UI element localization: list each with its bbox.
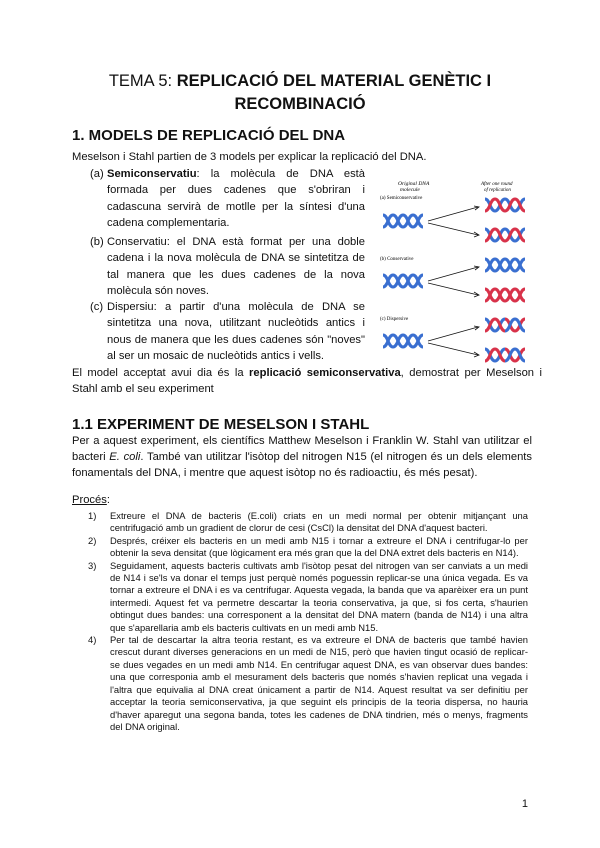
arrow-c-top — [428, 327, 478, 341]
figure-col2-label: After one round — [481, 182, 513, 187]
model-semiconservative — [90, 166, 365, 231]
figure-col1b-label: molecule — [400, 187, 420, 193]
process-steps-list — [88, 510, 528, 733]
daughter-dna-helix-b1 — [485, 259, 525, 271]
arrow-a-bottom — [428, 223, 478, 235]
daughter-dna-helix-a1 — [485, 199, 525, 211]
daughter-dna-helix-c2 — [485, 349, 525, 361]
figure-col2b-label: of replication — [484, 188, 511, 193]
original-dna-helix-b — [383, 275, 423, 287]
original-dna-helix-a — [383, 215, 423, 227]
accepted-model-term: replicació semiconservativa — [249, 367, 401, 379]
list-item: 4) Per tal de descartar la altra teoria restant, es va extreure el DNA de bacteris que també havien crescut durant diverses generacions en un medi de N15, però que havien tingut ocasió de replicar-se dues vegades en un medi amb N14. En centrifugar aquest DNA, es van observar dues bandes: una que corresponia amb el mesurament dels bacteris que només s'havien replicat una vegada i l'altra que equivalia al DNA creat únicament a partir de N14. Aquest resultat va ser definitiu per acceptar la teoria semiconservativa, ja que seguint els principis de la teoria dispersa, no hauria d'haver aparegut una segona banda, totes les cadenes de DNA tindrien, més o menys, fragments del DNA original. — [88, 634, 528, 732]
daughter-dna-helix-a2 — [485, 229, 525, 241]
model-label: (a) — [90, 168, 104, 180]
models-intro: Meselson i Stahl partien de 3 models per explicar la replicació del DNA. — [72, 151, 427, 163]
model-conservative — [90, 234, 365, 299]
arrow-b-top — [428, 267, 478, 281]
list-item: 1) Extreure el DNA de bacteris (E.coli) criats en un medi normal per obtenir mitjançant una centrifugació amb un gradient de clorur de cesi (CsCl) la densitat del DNA d'aquest bacteri. — [88, 510, 528, 534]
list-item: 3) Seguidament, aquests bacteris cultivats amb l'isòtop pesat del nitrogen van ser canviats a un medi de N14 i se'ls va donar el temps just perquè només poguessin replicar-se una única vegada. Es va tornar a extreure el DNA i es va centrifugar. Aquesta vegada, la banda que va aparèixer era un punt intermedi. Aquest fet va permetre descartar la teoria conservativa, ja que, si fos certa, s'haurien obtingut dues bandes: una corresponent a la densitat del DNA matern (banda de N14) i una altra que s'aparellaria amb els bacteris cultivats en un medi amb N15. — [88, 559, 528, 633]
figure-row-c-label: (c) Dispersive — [380, 317, 409, 322]
list-item: 2) Després, créixer els bacteris en un medi amb N15 i tornar a extreure el DNA i centrifugar-lo per obtenir la seva densitat (que lògicament era més gran que la del DNA extret dels bacteris en N14). — [88, 534, 528, 559]
document-title — [60, 70, 540, 116]
model-text: Conservatiu: el DNA està format per una doble cadena i la nova molècula de DNA se sintetitza de tal manera que les dues cadenes de la nova molècula són noves. — [107, 236, 365, 297]
arrow-a-top — [428, 207, 478, 221]
model-text: : la molècula de DNA està formada per dues cadenes que s'obriran i cadascuna servirà de motlle per la síntesi d'una cadena complementaria. — [107, 168, 365, 229]
model-text: Dispersiu: a partir d'una molècula de DNA se sintetitza una nova, utilitzant nucleòtids antics i nous de manera que les dues cadenes són "noves" al ser un mosaic de nucleòtids antics i vells. — [107, 301, 365, 362]
process-label: Procés: — [72, 494, 110, 506]
arrow-b-bottom — [428, 283, 478, 295]
arrow-c-bottom — [428, 343, 478, 355]
daughter-dna-helix-b2 — [485, 289, 525, 301]
figure-row-b-label: (b) Conservative — [380, 257, 414, 262]
title-main: REPLICACIÓ DEL MATERIAL GENÈTIC I RECOMBINACIÓ — [176, 72, 492, 113]
figure-row-a-label: (a) Semiconservative — [380, 196, 423, 201]
model-term: Semiconservatiu — [107, 168, 197, 180]
model-label: (c) — [90, 301, 104, 313]
model-dispersive — [90, 299, 365, 364]
original-dna-helix-c — [383, 335, 423, 347]
experiment-paragraph: Per a aquest experiment, els científics Matthew Meselson i Franklin W. Stahl van utilitzar el bacteri E. coli. També van utilitzar l'isòtop del nitrogen N15 (el nitrogen és un dels elements fonamentals del DNA, i mentre que aquest isòtop no és radioactiu, és més pesat). — [72, 435, 533, 479]
section-heading-experiment: 1.1 EXPERIMENT DE MESELSON I STAHL — [72, 416, 370, 433]
accepted-model-paragraph: El model acceptat avui dia és la replicació semiconservativa, demostrat per Meselson i Stahl amb el seu experiment — [72, 367, 542, 395]
figure-col1-label: Original DNA — [398, 181, 430, 187]
model-label: (b) — [90, 236, 104, 248]
title-prefix: TEMA 5: — [108, 72, 177, 90]
page-number: 1 — [521, 798, 528, 810]
section-heading-models: 1. MODELS DE REPLICACIÓ DEL DNA — [72, 127, 346, 144]
replication-models-figure — [378, 177, 533, 374]
daughter-dna-helix-c1 — [485, 319, 525, 331]
